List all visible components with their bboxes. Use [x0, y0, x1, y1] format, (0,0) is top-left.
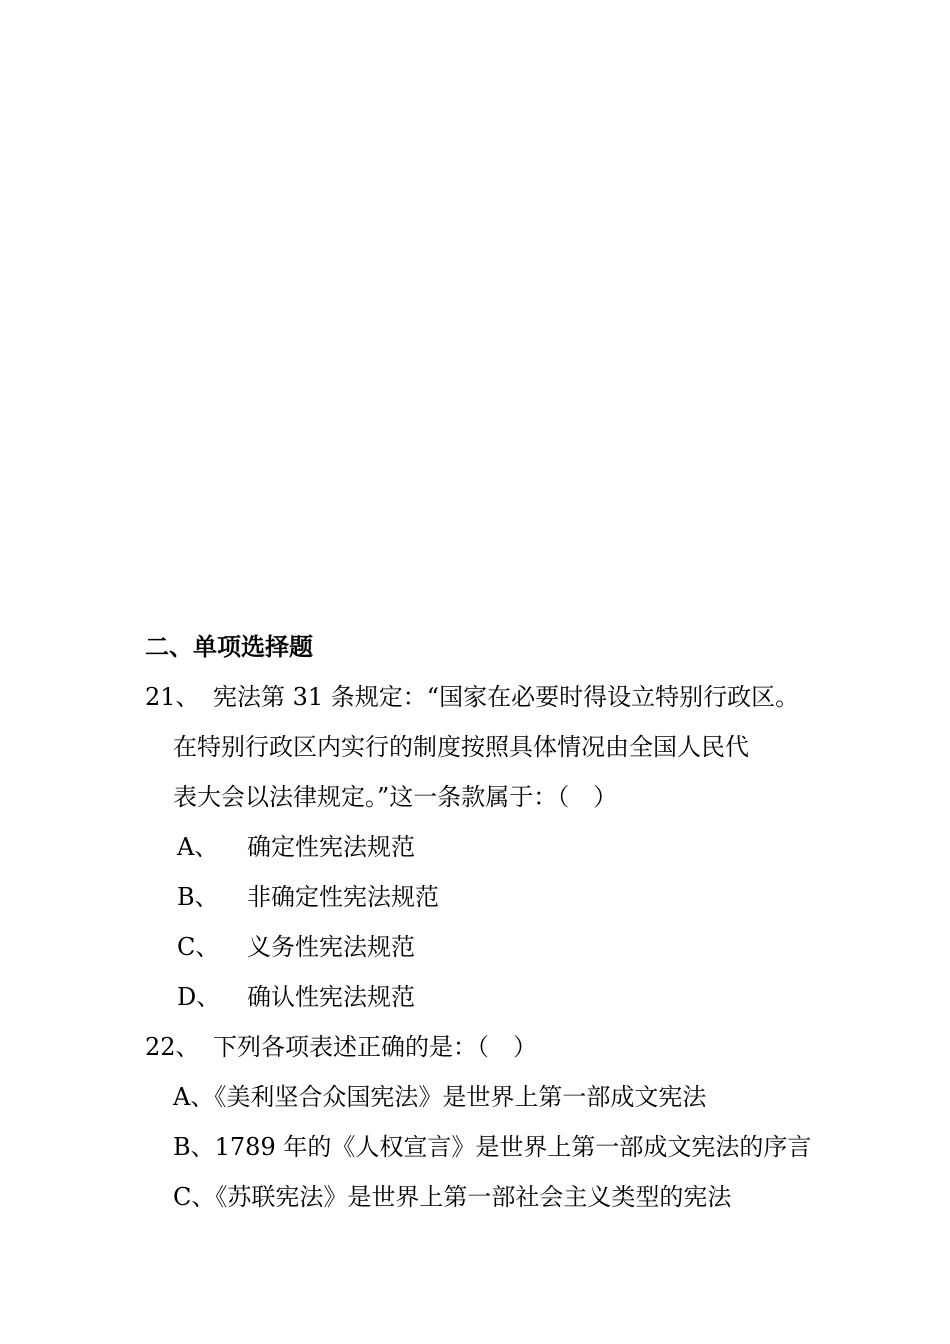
question-21-stem-line-2: 在特别行政区内实行的制度按照具体情况由全国人民代	[173, 733, 749, 761]
question-22-option-c: C、《苏联宪法》是世界上第一部社会主义类型的宪法	[173, 1183, 732, 1211]
question-21-option-d	[177, 982, 415, 1012]
question-22-number: 22、	[145, 1033, 200, 1061]
option-text: 确认性宪法规范	[247, 983, 415, 1011]
question-22-option-b: B、1789 年的《人权宣言》是世界上第一部成文宪法的序言	[173, 1133, 812, 1161]
question-21-option-c	[177, 932, 415, 962]
question-21-stem-line-1: 宪法第 31 条规定：“国家在必要时得设立特别行政区。	[213, 683, 800, 711]
option-label: A、	[177, 833, 219, 861]
question-21-number: 21、	[145, 683, 200, 711]
option-label: D、	[177, 983, 221, 1011]
option-label: C、	[177, 933, 220, 961]
question-22-option-a: A、《美利坚合众国宪法》是世界上第一部成文宪法	[173, 1083, 707, 1111]
option-text: 非确定性宪法规范	[247, 883, 439, 911]
question-21-first-line	[145, 682, 799, 712]
question-22-first-line	[145, 1032, 537, 1062]
question-22-stem: 下列各项表述正确的是：（ ）	[213, 1033, 537, 1061]
option-label: B、	[177, 883, 219, 911]
section-heading: 二、单项选择题	[145, 633, 313, 661]
option-text: 确定性宪法规范	[247, 833, 415, 861]
question-21-option-b	[177, 882, 439, 912]
question-21-stem-line-3: 表大会以法律规定。”这一条款属于：（ ）	[173, 783, 618, 811]
option-text: 义务性宪法规范	[247, 933, 415, 961]
question-21-option-a	[177, 832, 415, 862]
